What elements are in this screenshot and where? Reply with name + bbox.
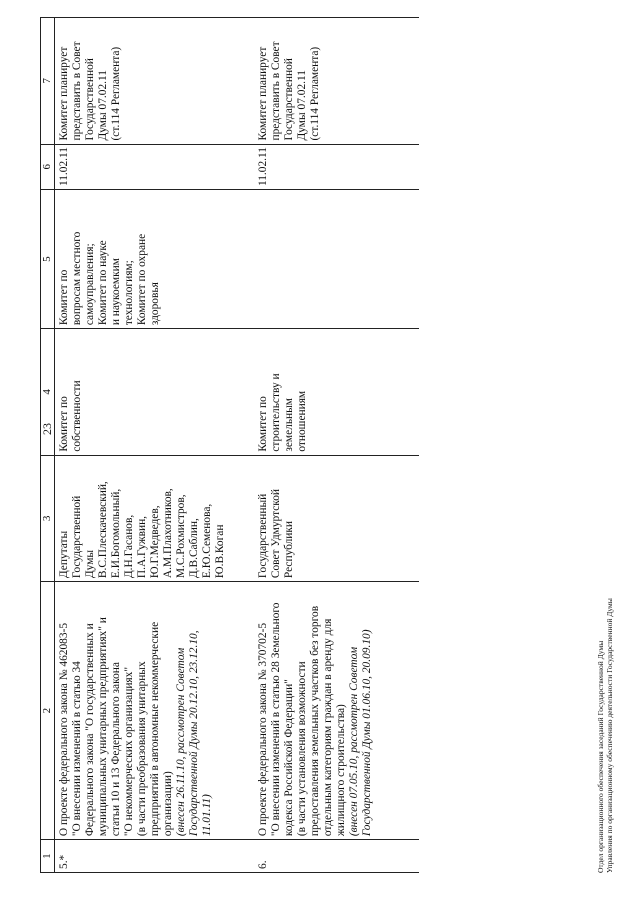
cell-plan-line: Думы 07.02.11	[97, 70, 109, 141]
table-header-row	[41, 18, 55, 873]
cell-co-committees-line: технологиям;	[123, 260, 135, 326]
cell-lead-committee-line: отношениям	[296, 390, 308, 452]
bill-note-line: Государственной Думы 20.12.10, 23.12.10,	[188, 630, 200, 837]
cell-date	[245, 144, 419, 190]
cell-authors-line: Государственной	[71, 495, 83, 579]
column-header: 7	[41, 18, 55, 145]
cell-lead-committee-line: собственности	[71, 380, 83, 452]
cell-co-committees-line: и наукоемким	[110, 258, 122, 326]
bills-table	[40, 17, 419, 873]
cell-co-committees-line: Комитет по науке	[97, 240, 109, 326]
cell-bill	[55, 582, 246, 840]
bill-title-line: жилищного строительства)	[335, 704, 347, 837]
cell-plan-line: Комитет планирует	[58, 46, 70, 141]
cell-plan-line: (ст.114 Регламента)	[309, 46, 321, 141]
bill-note-line: 11.01.11)	[201, 794, 213, 837]
cell-authors-line: Совет Удмуртской	[270, 488, 282, 579]
bill-title-line: кодекса Российской Федерации"	[283, 679, 295, 837]
cell-authors-line: Е.И.Богомольный,	[110, 488, 122, 579]
cell-lead-committee-line: земельным	[283, 397, 295, 452]
cell-plan	[55, 18, 246, 145]
cell-authors-line: Е.Ю.Семенова,	[201, 503, 213, 579]
cell-co-committees-line: вопросам местного	[71, 231, 83, 326]
cell-co-committees	[55, 190, 246, 329]
cell-lead-committee	[245, 329, 419, 455]
cell-co-committees	[245, 190, 419, 329]
cell-lead-committee-line: Комитет по	[58, 396, 70, 452]
bill-title-line: Федерального закона "О государственных и	[84, 623, 96, 837]
cell-plan-line: Думы 07.02.11	[296, 70, 308, 141]
cell-date-text: 11.02.11	[58, 147, 70, 187]
cell-authors	[55, 455, 246, 581]
cell-authors-line: А.М.Плахотников,	[162, 488, 174, 579]
cell-authors-line: Ю.В.Коган	[214, 524, 226, 579]
bill-title-line: предприятий в автономные некоммерческие	[149, 621, 161, 837]
column-header: 6	[41, 144, 55, 190]
column-header: 1	[41, 840, 55, 873]
cell-plan-line: Комитет планирует	[257, 46, 269, 141]
cell-plan-line: Государственной	[283, 58, 295, 141]
cell-authors	[245, 455, 419, 581]
bill-title-line: О проекте федерального закона № 462083-5	[58, 622, 70, 837]
table-row	[55, 18, 246, 873]
footer	[596, 598, 614, 873]
cell-number	[55, 840, 246, 873]
bill-title-line: отдельным категориям граждан в аренду для	[322, 618, 334, 837]
bill-title-line: (в части установления возможности	[296, 661, 308, 837]
column-header: 5	[41, 190, 55, 329]
footer-line: Управления по организационному обеспечению деятельности Государственной Думы	[605, 598, 614, 873]
cell-number-text: 6.	[257, 860, 269, 869]
cell-authors-line: В.С.Плескачевский,	[97, 481, 109, 579]
cell-lead-committee	[55, 329, 246, 455]
cell-co-committees-line: здоровья	[149, 282, 161, 326]
bill-note-line: (внесен 07.05.10, рассмотрен Советом	[348, 646, 360, 837]
bill-title-line: (в части преобразования унитарных	[136, 661, 148, 837]
bill-title-line: "О некоммерческих организациях"	[123, 666, 135, 837]
column-header: 4	[41, 329, 55, 455]
cell-date	[55, 144, 246, 190]
cell-plan-line: Государственной	[84, 58, 96, 141]
bill-title-line: организации)	[162, 771, 174, 837]
cell-authors-line: Думы	[84, 549, 96, 579]
cell-number	[245, 840, 419, 873]
bill-title-line: статьи 10 и 13 Федерального закона	[110, 662, 122, 837]
bill-title-line: "О внесении изменений в статью 28 Земельного	[270, 602, 282, 837]
cell-authors-line: М.С.Рохмистров,	[175, 494, 187, 579]
page-number: 23	[40, 423, 54, 435]
cell-authors-line: П.А.Гужвин,	[136, 515, 148, 579]
cell-co-committees-line: самоуправления;	[84, 243, 96, 326]
cell-co-committees-line: Комитет по	[58, 269, 70, 326]
footer-line: Отдел организационного обеспечения заседаний Государственной Думы	[596, 640, 605, 873]
cell-bill	[245, 582, 419, 840]
bill-title-line: предоставления земельных участков без торгов	[309, 605, 321, 837]
cell-lead-committee-line: Комитет по	[257, 396, 269, 452]
cell-plan-line: представить в Совет	[71, 41, 83, 141]
column-header: 2	[41, 582, 55, 840]
cell-authors-line: Д.В.Саблин,	[188, 518, 200, 579]
table-row	[245, 18, 419, 873]
cell-authors-line: Государственный	[257, 493, 269, 579]
bill-note-line: Государственной Думы 01.06.10, 20.09.10)	[361, 629, 373, 837]
column-header: 3	[41, 455, 55, 581]
cell-authors-line: Депутаты	[58, 530, 70, 579]
cell-number-text: 5.*	[58, 854, 70, 869]
cell-authors-line: Ю.Г.Медведев,	[149, 505, 161, 579]
bill-note-line: (внесен 26.11.10, рассмотрен Советом	[175, 647, 187, 837]
bill-title-line: муниципальных унитарных предприятиях" и	[97, 617, 109, 837]
bill-title-line: "О внесении изменений в статью 34	[71, 661, 83, 837]
cell-date-text: 11.02.11	[257, 147, 269, 187]
cell-authors-line: Республики	[283, 520, 295, 579]
bill-title-line: О проекте федерального закона № 370702-5	[257, 622, 269, 837]
cell-plan-line: представить в Совет	[270, 41, 282, 141]
cell-plan	[245, 18, 419, 145]
cell-plan-line: (ст.114 Регламента)	[110, 46, 122, 141]
cell-co-committees-line: Комитет по охране	[136, 233, 148, 326]
cell-authors-line: Д.Н.Гасанов,	[123, 514, 135, 579]
cell-lead-committee-line: строительству и	[270, 373, 282, 452]
